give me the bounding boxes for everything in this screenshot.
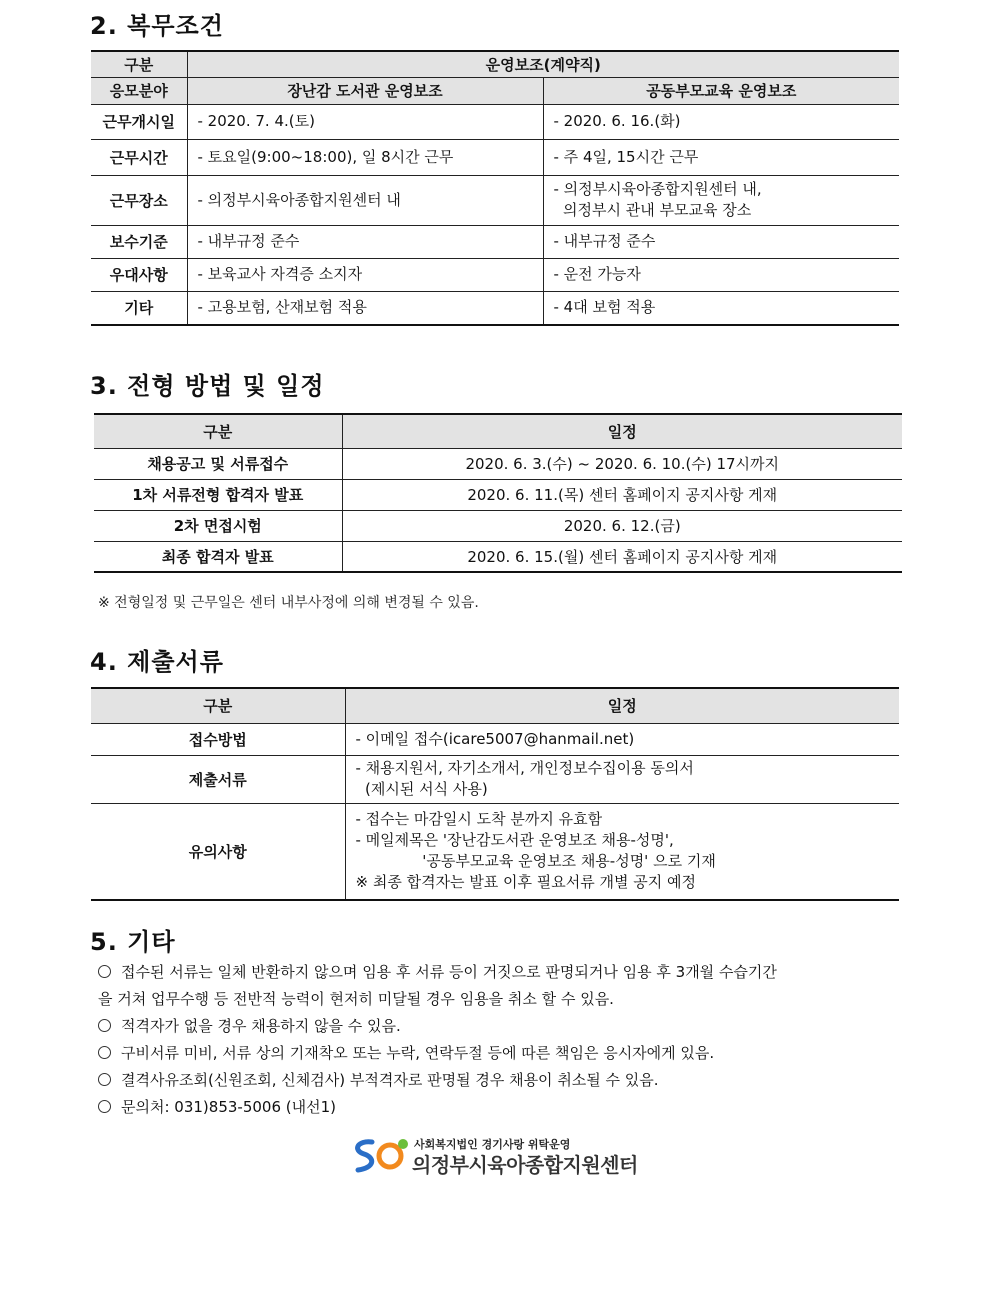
cell-line: - 메일제목은 '장난감도서관 운영보조 채용-성명',	[355, 831, 674, 850]
table-row	[91, 258, 899, 291]
schedule-note: ※ 전형일정 및 근무일은 센터 내부사정에 의해 변경될 수 있음.	[98, 595, 479, 611]
cell-col-b	[543, 175, 899, 225]
logo-mark-icon	[350, 1136, 412, 1176]
header-field: 응모분야	[91, 77, 187, 104]
row-value: 2020. 6. 11.(목) 센터 홈페이지 공지사항 게재	[342, 479, 902, 510]
list-item	[98, 986, 777, 1013]
row-label: 근무시간	[91, 139, 187, 175]
row-label: 기타	[91, 291, 187, 325]
work-conditions-table	[91, 50, 899, 326]
cell-col-a	[187, 104, 543, 139]
table-row	[91, 175, 899, 225]
header-category: 구분	[94, 414, 342, 448]
row-value: 2020. 6. 15.(월) 센터 홈페이지 공지사항 게재	[342, 541, 902, 572]
table-row	[91, 139, 899, 175]
section-5-title: 5. 기타	[90, 928, 176, 956]
list-item	[98, 959, 777, 986]
row-label: 우대사항	[91, 258, 187, 291]
table-row	[94, 448, 902, 479]
row-value: 2020. 6. 12.(금)	[342, 510, 902, 541]
table-row	[94, 479, 902, 510]
header-category: 구분	[91, 51, 187, 77]
row-label: 최종 합격자 발표	[94, 541, 342, 572]
cell-line: - 채용지원서, 자기소개서, 개인정보수집이용 동의서	[355, 759, 694, 777]
header-schedule: 일정	[342, 414, 902, 448]
circle-bullet-icon	[98, 1046, 111, 1059]
cell-line: - 이메일 접수(icare5007@hanmail.net)	[355, 729, 635, 748]
section-3-title: 3. 전형 방법 및 일정	[90, 372, 325, 400]
logo-name: 의정부시육아종합지원센터	[412, 1153, 638, 1177]
cell-col-a	[187, 291, 543, 325]
cell-col-b	[543, 258, 899, 291]
list-item-text: 문의처: 031)853-5006 (내선1)	[121, 1098, 336, 1116]
list-item-text: 을 거쳐 업무수행 등 전반적 능력이 현저히 미달될 경우 임용을 취소 할 수 있음.	[98, 990, 614, 1008]
cell-line: - 의정부시육아종합지원센터 내	[197, 190, 401, 209]
list-item	[98, 1067, 777, 1094]
selection-schedule-table	[94, 413, 902, 573]
cell-col-a	[187, 139, 543, 175]
cell-line: - 4대 보험 적용	[553, 298, 656, 317]
table-row	[94, 510, 902, 541]
circle-bullet-icon	[98, 1100, 111, 1113]
row-label: 2차 면접시험	[94, 510, 342, 541]
row-value	[345, 755, 899, 803]
table-row	[91, 755, 899, 803]
circle-bullet-icon	[98, 965, 111, 978]
cell-line: - 의정부시육아종합지원센터 내,	[553, 180, 762, 198]
cell-line: - 내부규정 준수	[553, 232, 656, 250]
cell-col-b	[543, 225, 899, 258]
row-value	[345, 723, 899, 755]
list-item-text: 접수된 서류는 일체 반환하지 않으며 임용 후 서류 등이 거짓으로 판명되거나 임용 후 3개월 수습기간	[121, 963, 777, 981]
cell-line: - 고용보험, 산재보험 적용	[197, 298, 367, 317]
list-item-text: 적격자가 없을 경우 채용하지 않을 수 있음.	[121, 1017, 401, 1035]
row-label: 근무장소	[91, 175, 187, 225]
cell-line: - 토요일(9:00~18:00), 일 8시간 근무	[197, 147, 454, 166]
table-row	[91, 291, 899, 325]
circle-bullet-icon	[98, 1073, 111, 1086]
row-value: 2020. 6. 3.(수) ~ 2020. 6. 10.(수) 17시까지	[342, 448, 902, 479]
section-2-title: 2. 복무조건	[90, 12, 224, 40]
center-logo	[350, 1136, 640, 1176]
circle-bullet-icon	[98, 1019, 111, 1032]
list-item-text: 구비서류 미비, 서류 상의 기재착오 또는 누락, 연락두절 등에 따른 책임은 응시자에게 있음.	[121, 1044, 715, 1062]
logo-subtitle: 사회복지법인 경기사랑 위탁운영	[414, 1138, 571, 1151]
documents-table	[91, 687, 899, 901]
cell-col-b	[543, 139, 899, 175]
section-4-title: 4. 제출서류	[90, 648, 224, 676]
row-label: 제출서류	[91, 755, 345, 803]
row-label: 근무개시일	[91, 104, 187, 139]
cell-col-b	[543, 291, 899, 325]
list-item	[98, 1013, 777, 1040]
cell-line: - 2020. 7. 4.(토)	[197, 112, 315, 130]
cell-col-a	[187, 258, 543, 291]
cell-line: (제시된 서식 사용)	[355, 780, 488, 798]
cell-col-a	[187, 175, 543, 225]
table-row	[91, 803, 899, 900]
cell-line: '공동부모교육 운영보조 채용-성명' 으로 기재	[355, 852, 716, 871]
header-col-a: 장난감 도서관 운영보조	[187, 77, 543, 104]
table-row	[91, 104, 899, 139]
misc-list	[98, 959, 777, 1121]
table-row	[91, 225, 899, 258]
row-label: 접수방법	[91, 723, 345, 755]
list-item	[98, 1040, 777, 1067]
cell-col-b	[543, 104, 899, 139]
row-label: 1차 서류전형 합격자 발표	[94, 479, 342, 510]
cell-line: - 주 4일, 15시간 근무	[553, 147, 699, 166]
row-label: 유의사항	[91, 803, 345, 900]
header-category: 구분	[91, 688, 345, 723]
table-row	[94, 541, 902, 572]
header-span: 운영보조(계약직)	[187, 51, 899, 77]
cell-line: - 2020. 6. 16.(화)	[553, 112, 681, 130]
row-value	[345, 803, 899, 900]
cell-line: - 보육교사 자격증 소지자	[197, 265, 363, 283]
cell-col-a	[187, 225, 543, 258]
table-row	[91, 723, 899, 755]
cell-line: - 운전 가능자	[553, 265, 641, 283]
cell-line: - 내부규정 준수	[197, 232, 300, 250]
cell-line: - 접수는 마감일시 도착 분까지 유효함	[355, 810, 603, 829]
row-label: 보수기준	[91, 225, 187, 258]
cell-line: ※ 최종 합격자는 발표 이후 필요서류 개별 공지 예정	[355, 873, 697, 892]
list-item-text: 결격사유조회(신원조회, 신체검사) 부적격자로 판명될 경우 채용이 취소될 수 있음.	[121, 1071, 659, 1089]
cell-line: 의정부시 관내 부모교육 장소	[553, 201, 752, 219]
row-label: 채용공고 및 서류접수	[94, 448, 342, 479]
header-col-b: 공동부모교육 운영보조	[543, 77, 899, 104]
list-item	[98, 1094, 777, 1121]
header-schedule: 일정	[345, 688, 899, 723]
